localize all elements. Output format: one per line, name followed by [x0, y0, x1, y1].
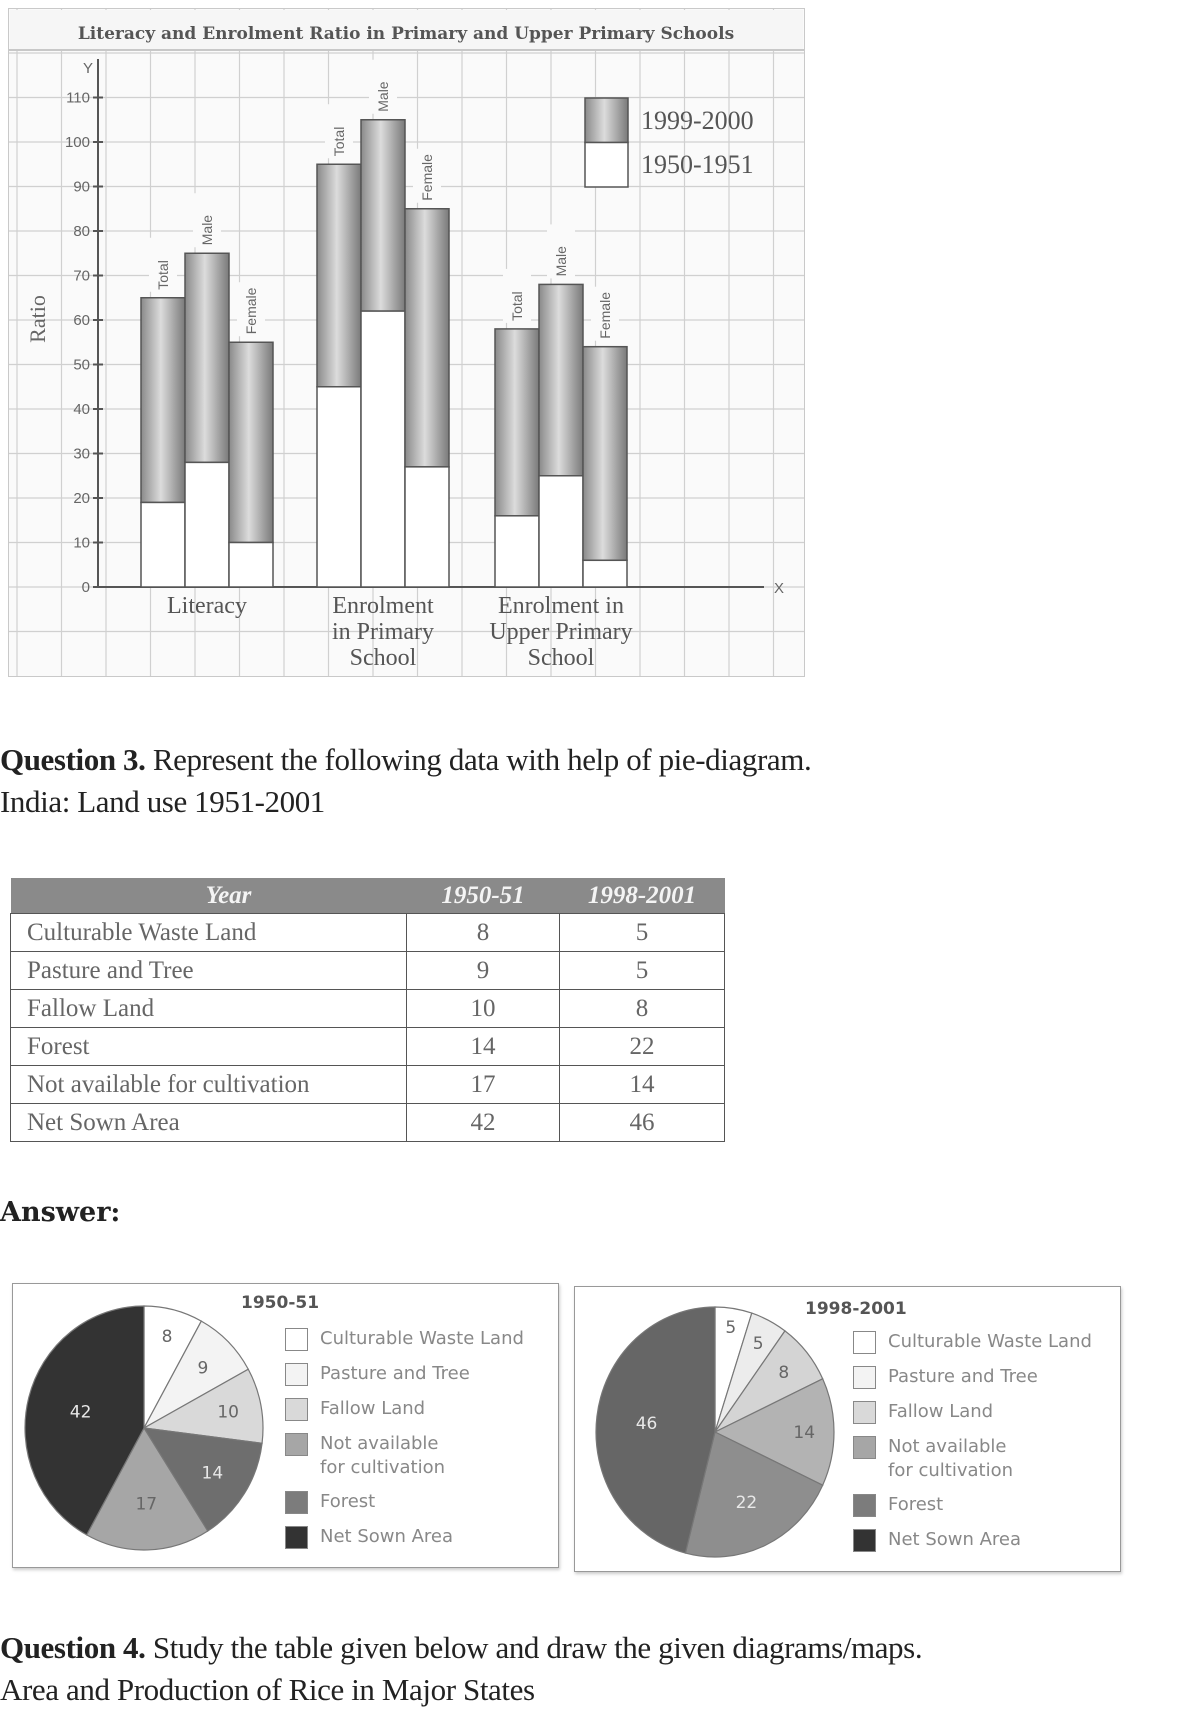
- y-tick-label: 40: [73, 401, 90, 418]
- bar-male: [185, 193, 229, 587]
- pie-slice-value: 14: [201, 1463, 224, 1484]
- table-cell-value: 8: [560, 990, 725, 1028]
- table-cell-value: 42: [407, 1104, 560, 1142]
- question-3-text: Represent the following data with help of pie-diagram.: [145, 742, 812, 777]
- question-3-subtitle: India: Land use 1951-2001: [0, 784, 325, 819]
- legend-swatch: [285, 1328, 308, 1351]
- legend-label: Forest: [888, 1494, 944, 1515]
- pie-slice-value: 9: [197, 1358, 209, 1379]
- pie-slice-value: 8: [161, 1326, 173, 1347]
- pie-slice-value: 42: [69, 1402, 92, 1423]
- question-3-number: Question 3.: [0, 742, 146, 777]
- legend-item: [853, 1330, 1092, 1365]
- pie-canvas-1950-51: [13, 1284, 313, 1567]
- y-axis-letter: Y: [82, 60, 94, 77]
- legend-swatch: [285, 1363, 308, 1386]
- table-header-1950: 1950-51: [407, 878, 560, 914]
- pie-slice-value: 14: [793, 1423, 816, 1443]
- y-tick-label: 60: [73, 312, 90, 329]
- table-cell-value: 5: [560, 952, 725, 990]
- y-axis-label: Ratio: [25, 295, 50, 343]
- pie-slice-value: 10: [217, 1402, 239, 1423]
- table-cell-value: 9: [407, 952, 560, 990]
- y-tick-label: 70: [73, 267, 90, 285]
- bar-female: [583, 287, 627, 587]
- bar-total: [141, 238, 185, 587]
- legend-swatch: [853, 1401, 876, 1424]
- bar-male: [539, 224, 583, 587]
- bar-label: Female: [597, 292, 613, 339]
- legend-item: [853, 1493, 1092, 1528]
- bar-female: [229, 282, 273, 587]
- legend-item: [853, 1435, 1092, 1493]
- answer-label: Answer:: [0, 1197, 121, 1228]
- y-tick-label: 10: [73, 534, 90, 552]
- legend-label: Net Sown Area: [888, 1529, 1022, 1550]
- legend-label-1950: 1950-1951: [641, 150, 754, 179]
- legend-swatch-1950: [585, 143, 628, 188]
- category-label: Enrolment in: [498, 593, 624, 619]
- category-label: Upper Primary: [489, 619, 633, 645]
- table-cell-category: Not available for cultivation: [11, 1066, 407, 1104]
- table-header-year: Year: [11, 878, 407, 914]
- pie-slice-value: 46: [635, 1413, 658, 1434]
- table-cell-value: 10: [407, 990, 560, 1028]
- bar-label: Total: [155, 260, 171, 290]
- table-row: [11, 952, 725, 990]
- category-label: Enrolment: [332, 593, 434, 619]
- legend-label-1999: 1999-2000: [641, 106, 754, 135]
- table-header-1998: 1998-2001: [560, 878, 725, 914]
- legend-item: [285, 1362, 524, 1397]
- bar-label: Female: [419, 154, 435, 201]
- legend-item: [853, 1528, 1092, 1563]
- pie-slice-value: 17: [135, 1494, 158, 1515]
- legend-item: [285, 1490, 524, 1525]
- legend-label: Net Sown Area: [320, 1526, 454, 1547]
- pie-legend-1998-2001: [853, 1330, 1092, 1563]
- y-tick-label: 50: [73, 356, 90, 374]
- bar-label: Male: [553, 246, 569, 277]
- legend-label: Not available for cultivation: [320, 1433, 445, 1478]
- bar-label: Total: [331, 126, 347, 157]
- pie-slice-value: 5: [725, 1318, 737, 1339]
- legend-item: [285, 1525, 524, 1560]
- question-3-heading: [0, 742, 811, 778]
- legend-item: [285, 1397, 524, 1432]
- legend-swatch: [853, 1529, 876, 1552]
- legend-swatch: [853, 1494, 876, 1517]
- table-cell-category: Fallow Land: [11, 990, 407, 1028]
- legend-label: Fallow Land: [888, 1401, 994, 1422]
- table-row: [11, 914, 725, 952]
- legend-item: [285, 1327, 524, 1362]
- pie-legend-1950-51: [285, 1327, 524, 1560]
- pie-slice-value: 8: [778, 1363, 790, 1384]
- legend-swatch: [285, 1526, 308, 1549]
- bar-chart-svg: [9, 9, 804, 676]
- table-cell-category: Net Sown Area: [11, 1104, 407, 1142]
- pie-slice-value: 22: [735, 1493, 758, 1514]
- y-tick-label: 90: [73, 178, 90, 196]
- legend-label: Fallow Land: [320, 1398, 426, 1419]
- question-4-number: Question 4.: [0, 1630, 146, 1665]
- pie-title-1998-2001: 1998-2001: [805, 1299, 907, 1319]
- legend-label: Culturable Waste Land: [320, 1328, 524, 1349]
- category-label: in Primary: [332, 619, 434, 645]
- table-row: [11, 1028, 725, 1066]
- table-cell-value: 22: [560, 1028, 725, 1066]
- pie-chart-1950-51: [12, 1283, 559, 1568]
- x-axis-letter: X: [773, 580, 785, 597]
- question-4-text: Study the table given below and draw the given diagrams/maps.: [145, 1630, 923, 1665]
- question-4-subtitle: Area and Production of Rice in Major States: [0, 1672, 535, 1707]
- y-tick-label: 20: [73, 490, 90, 507]
- legend-swatch: [853, 1331, 876, 1354]
- bar-label: Male: [199, 214, 215, 246]
- legend-swatch: [285, 1433, 308, 1456]
- bar-label: Total: [509, 291, 525, 321]
- table-row: [11, 990, 725, 1028]
- table-cell-category: Pasture and Tree: [11, 952, 407, 990]
- bar-label: Male: [375, 81, 391, 112]
- legend-swatch-1999: [585, 98, 628, 143]
- legend-label: Not available for cultivation: [888, 1436, 1013, 1481]
- table-cell-value: 5: [560, 914, 725, 952]
- bar-label: Female: [243, 287, 259, 335]
- y-tick-label: 0: [81, 579, 90, 596]
- legend-swatch: [853, 1366, 876, 1389]
- pie-title-1950-51: 1950-51: [241, 1293, 320, 1313]
- category-label: School: [349, 645, 417, 671]
- pie-canvas-1998-2001: [575, 1287, 875, 1571]
- table-body: [11, 914, 725, 1142]
- y-tick-label: 80: [73, 223, 90, 240]
- table-cell-category: Forest: [11, 1028, 407, 1066]
- bar-female: [405, 149, 449, 587]
- land-use-table: [10, 878, 725, 1142]
- legend-swatch: [285, 1398, 308, 1421]
- table-row: [11, 1104, 725, 1142]
- question-4-heading: [0, 1630, 922, 1666]
- bar-chart-figure: [8, 8, 805, 677]
- chart-title: Literacy and Enrolment Ratio in Primary and Upper Primary Schools: [77, 24, 735, 44]
- category-label: Literacy: [167, 593, 247, 619]
- legend-label: Forest: [320, 1491, 376, 1512]
- table-cell-value: 17: [407, 1066, 560, 1104]
- table-cell-value: 14: [407, 1028, 560, 1066]
- category-label: School: [527, 645, 595, 671]
- table-row: [11, 1066, 725, 1104]
- legend-label: Pasture and Tree: [888, 1366, 1038, 1387]
- legend-swatch: [285, 1491, 308, 1514]
- table-cell-category: Culturable Waste Land: [11, 914, 407, 952]
- legend-item: [853, 1365, 1092, 1400]
- bar-male: [361, 60, 405, 587]
- y-tick-label: 100: [64, 134, 90, 151]
- legend-item: [853, 1400, 1092, 1435]
- pie-chart-1998-2001: [574, 1286, 1121, 1572]
- table-cell-value: 8: [407, 914, 560, 952]
- y-tick-label: 110: [66, 89, 90, 107]
- legend-label: Culturable Waste Land: [888, 1331, 1092, 1352]
- bar-total: [495, 269, 539, 587]
- pie-slice-value: 5: [752, 1333, 764, 1354]
- legend-label: Pasture and Tree: [320, 1363, 470, 1384]
- legend-item: [285, 1432, 524, 1490]
- table-cell-value: 46: [560, 1104, 725, 1142]
- table-cell-value: 14: [560, 1066, 725, 1104]
- legend-swatch: [853, 1436, 876, 1459]
- bar-total: [317, 104, 361, 587]
- table-header-row: [11, 878, 725, 914]
- y-tick-label: 30: [73, 445, 90, 463]
